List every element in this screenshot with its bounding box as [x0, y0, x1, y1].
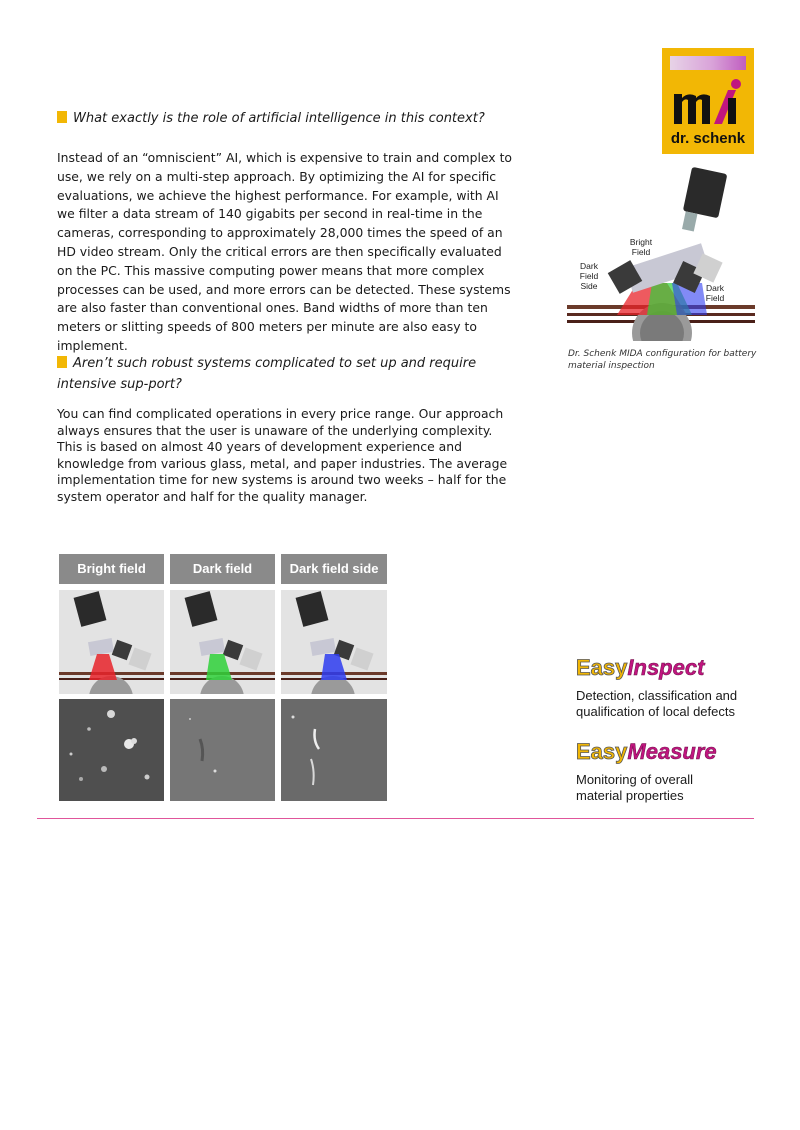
label-bright-field: Bright Field: [629, 237, 653, 257]
logo-stripe: [670, 56, 746, 70]
question-2-text: Aren’t such robust systems complicated to set up and require intensive sup-port?: [57, 356, 477, 392]
easyinspect-prefix: Easy: [576, 655, 628, 680]
mida-setup-image: [567, 165, 755, 341]
panel-header-dark-field: Dark field: [170, 554, 275, 584]
question-1: [57, 108, 517, 129]
panel-defect-image-dark-field: [170, 699, 275, 801]
easyinspect-logo: [576, 655, 704, 681]
dr-schenk-logo: [662, 48, 754, 154]
easymeasure-prefix: Easy: [576, 739, 628, 764]
panel-setup-dark-field-side: [281, 590, 387, 694]
panel-header-bright-field: Bright field: [59, 554, 164, 584]
easymeasure-description: Monitoring of overall material properties: [576, 772, 694, 803]
easyinspect-description: Detection, classification and qualification of local defects: [576, 688, 738, 719]
panel-header-dark-field-side: Dark field side: [281, 554, 387, 584]
logo-wordmark: dr. schenk: [670, 130, 746, 147]
mida-configuration-illustration: [567, 165, 755, 341]
question-1-text: What exactly is the role of artificial intelligence in this context?: [73, 111, 485, 126]
label-dark-field: Dark Field: [705, 283, 725, 303]
footer-rule: [37, 818, 754, 819]
easyinspect-name: Inspect: [627, 655, 705, 680]
answer-1: Instead of an “omniscient” AI, which is expensive to train and complex to use, we rely on a multi-step approach. By optimizing the AI for specific evaluations, we achieve the highest performance. For example, with AI we filter a data stream of 140 gigabits per second in real-time in the cameras, corresponding to approximately 28,000 times the speed of an HD video stream. Only the critical errors are then specifically evaluated on the PC. This massive computing power means that more complex processes can be used, and more errors can be detected. These systems are also faster than conventional ones. Band widths of more than ten meters or slitting speeds of 800 meters per minute are also easy to implement.: [57, 150, 513, 353]
easymeasure-name: Measure: [627, 739, 717, 764]
illustration-caption: Dr. Schenk MIDA configuration for battery material inspection: [568, 349, 757, 371]
easymeasure-logo: [576, 739, 717, 765]
question-2: [57, 353, 517, 395]
answer-2: You can find complicated operations in every price range. Our approach always ensures that the user is unaware of the underlying complexity. This is based on almost 40 years of development experience and knowledge from various glass, metal, and paper industries. The average implementation time for new systems is around two weeks – half for the system operator and half for the quality manager.: [57, 406, 508, 504]
question-marker-icon: [57, 111, 67, 123]
panel-defect-image-dark-field-side: [281, 699, 387, 801]
panel-defect-image-bright-field: [59, 699, 164, 801]
question-marker-icon: [57, 356, 67, 368]
panel-setup-bright-field: [59, 590, 164, 694]
panel-setup-dark-field: [170, 590, 275, 694]
label-dark-field-side: Dark Field Side: [579, 261, 599, 291]
